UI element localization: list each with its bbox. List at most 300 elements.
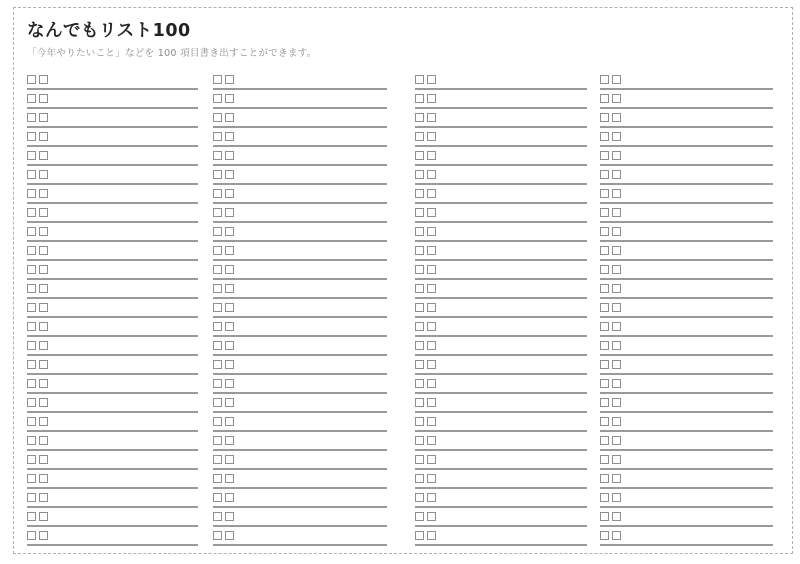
checkbox-icon — [225, 531, 234, 540]
checkbox-icon — [415, 417, 424, 426]
item-checkboxes — [415, 94, 587, 104]
item-writing-line — [600, 430, 773, 432]
checkbox-icon — [213, 436, 222, 445]
checkbox-icon — [39, 512, 48, 521]
list-item — [213, 417, 387, 436]
checkbox-icon — [600, 303, 609, 312]
item-checkboxes — [600, 455, 773, 465]
list-item — [600, 189, 773, 208]
checkbox-icon — [427, 208, 436, 217]
checkbox-icon — [415, 189, 424, 198]
item-writing-line — [600, 221, 773, 223]
item-writing-line — [600, 335, 773, 337]
item-checkboxes — [27, 132, 198, 142]
item-checkboxes — [415, 398, 587, 408]
checkbox-icon — [225, 417, 234, 426]
item-checkboxes — [213, 94, 387, 104]
item-checkboxes — [213, 208, 387, 218]
item-checkboxes — [415, 379, 587, 389]
checkbox-icon — [213, 379, 222, 388]
checkbox-icon — [213, 170, 222, 179]
item-writing-line — [213, 145, 387, 147]
checkbox-icon — [427, 398, 436, 407]
checkbox-icon — [39, 493, 48, 502]
item-writing-line — [213, 126, 387, 128]
list-item — [415, 417, 587, 436]
checkbox-icon — [27, 455, 36, 464]
checkbox-icon — [612, 75, 621, 84]
item-writing-line — [600, 164, 773, 166]
list-item — [213, 512, 387, 531]
item-checkboxes — [415, 531, 587, 541]
checkbox-icon — [415, 208, 424, 217]
checkbox-icon — [612, 151, 621, 160]
item-checkboxes — [600, 493, 773, 503]
list-item — [27, 303, 198, 322]
checkbox-icon — [39, 132, 48, 141]
checkbox-icon — [612, 189, 621, 198]
checkbox-icon — [225, 113, 234, 122]
item-checkboxes — [27, 227, 198, 237]
checkbox-icon — [427, 132, 436, 141]
item-writing-line — [27, 411, 198, 413]
list-item — [600, 75, 773, 94]
item-checkboxes — [27, 284, 198, 294]
checkbox-icon — [600, 322, 609, 331]
checkbox-icon — [225, 75, 234, 84]
item-checkboxes — [213, 474, 387, 484]
item-writing-line — [213, 487, 387, 489]
checkbox-icon — [27, 246, 36, 255]
item-writing-line — [213, 278, 387, 280]
checkbox-icon — [39, 94, 48, 103]
page-title: なんでもリスト100 — [27, 21, 191, 41]
checkbox-icon — [600, 227, 609, 236]
checkbox-icon — [213, 417, 222, 426]
checkbox-icon — [225, 436, 234, 445]
item-checkboxes — [213, 341, 387, 351]
list-item — [415, 265, 587, 284]
item-checkboxes — [27, 75, 198, 85]
list-item — [415, 474, 587, 493]
checkbox-icon — [225, 284, 234, 293]
list-item — [600, 493, 773, 512]
item-writing-line — [415, 430, 587, 432]
item-writing-line — [415, 221, 587, 223]
checkbox-icon — [612, 246, 621, 255]
checkbox-icon — [213, 227, 222, 236]
checkbox-icon — [213, 246, 222, 255]
checkbox-icon — [27, 284, 36, 293]
checkbox-icon — [427, 151, 436, 160]
checkbox-icon — [612, 379, 621, 388]
item-writing-line — [600, 145, 773, 147]
item-writing-line — [27, 487, 198, 489]
list-column — [27, 75, 198, 550]
item-writing-line — [415, 525, 587, 527]
list-item — [27, 417, 198, 436]
list-item — [415, 436, 587, 455]
item-writing-line — [213, 164, 387, 166]
list-item — [213, 303, 387, 322]
checkbox-icon — [427, 493, 436, 502]
checkbox-icon — [600, 113, 609, 122]
checkbox-icon — [39, 455, 48, 464]
item-checkboxes — [213, 75, 387, 85]
checkbox-icon — [415, 246, 424, 255]
item-checkboxes — [27, 417, 198, 427]
item-writing-line — [213, 107, 387, 109]
list-item — [27, 208, 198, 227]
item-checkboxes — [415, 341, 587, 351]
item-checkboxes — [415, 113, 587, 123]
checkbox-icon — [415, 94, 424, 103]
checkbox-icon — [213, 360, 222, 369]
checkbox-icon — [27, 265, 36, 274]
list-item — [213, 132, 387, 151]
list-item — [600, 474, 773, 493]
checkbox-icon — [39, 227, 48, 236]
item-checkboxes — [600, 436, 773, 446]
list-item — [27, 436, 198, 455]
item-writing-line — [415, 392, 587, 394]
item-writing-line — [415, 354, 587, 356]
item-checkboxes — [213, 227, 387, 237]
list-item — [415, 322, 587, 341]
checkbox-icon — [415, 322, 424, 331]
item-checkboxes — [27, 360, 198, 370]
list-item — [213, 246, 387, 265]
list-item — [27, 246, 198, 265]
item-writing-line — [415, 411, 587, 413]
checkbox-icon — [600, 246, 609, 255]
checkbox-icon — [39, 151, 48, 160]
item-writing-line — [600, 373, 773, 375]
list-item — [415, 341, 587, 360]
checkbox-icon — [213, 512, 222, 521]
item-checkboxes — [213, 379, 387, 389]
item-writing-line — [213, 430, 387, 432]
checkbox-icon — [39, 170, 48, 179]
list-item — [600, 360, 773, 379]
item-checkboxes — [600, 417, 773, 427]
checkbox-icon — [427, 531, 436, 540]
item-checkboxes — [27, 341, 198, 351]
item-checkboxes — [415, 75, 587, 85]
list-item — [415, 227, 587, 246]
item-writing-line — [415, 145, 587, 147]
list-column — [415, 75, 587, 550]
list-item — [600, 284, 773, 303]
item-writing-line — [213, 411, 387, 413]
item-checkboxes — [27, 303, 198, 313]
list-item — [27, 379, 198, 398]
list-item — [600, 322, 773, 341]
item-checkboxes — [415, 227, 587, 237]
checkbox-icon — [27, 512, 36, 521]
checkbox-icon — [427, 303, 436, 312]
checkbox-icon — [39, 474, 48, 483]
checkbox-icon — [612, 398, 621, 407]
item-checkboxes — [600, 512, 773, 522]
item-checkboxes — [600, 227, 773, 237]
item-writing-line — [600, 525, 773, 527]
list-item — [213, 341, 387, 360]
checkbox-icon — [415, 303, 424, 312]
item-checkboxes — [213, 246, 387, 256]
checkbox-icon — [600, 208, 609, 217]
list-item — [600, 436, 773, 455]
checkbox-icon — [39, 531, 48, 540]
item-checkboxes — [415, 303, 587, 313]
list-item — [27, 113, 198, 132]
item-checkboxes — [27, 322, 198, 332]
checkbox-icon — [600, 474, 609, 483]
checkbox-icon — [415, 531, 424, 540]
item-checkboxes — [27, 398, 198, 408]
item-checkboxes — [600, 360, 773, 370]
checkbox-icon — [415, 436, 424, 445]
item-writing-line — [213, 392, 387, 394]
list-item — [600, 170, 773, 189]
list-item — [415, 94, 587, 113]
checkbox-icon — [612, 170, 621, 179]
item-checkboxes — [213, 284, 387, 294]
list-item — [27, 531, 198, 550]
checkbox-icon — [600, 531, 609, 540]
list-column — [213, 75, 387, 550]
checkbox-icon — [600, 341, 609, 350]
list-item — [213, 94, 387, 113]
checkbox-icon — [27, 398, 36, 407]
item-writing-line — [600, 297, 773, 299]
item-writing-line — [600, 88, 773, 90]
checkbox-icon — [415, 170, 424, 179]
item-writing-line — [415, 240, 587, 242]
item-checkboxes — [415, 170, 587, 180]
item-checkboxes — [415, 493, 587, 503]
checkbox-icon — [39, 360, 48, 369]
list-item — [600, 246, 773, 265]
checkbox-icon — [415, 227, 424, 236]
checkbox-icon — [600, 379, 609, 388]
list-item — [600, 417, 773, 436]
item-writing-line — [27, 430, 198, 432]
checkbox-icon — [600, 151, 609, 160]
item-writing-line — [27, 392, 198, 394]
item-writing-line — [213, 354, 387, 356]
checkbox-icon — [415, 360, 424, 369]
item-checkboxes — [600, 132, 773, 142]
item-writing-line — [415, 259, 587, 261]
list-item — [600, 265, 773, 284]
list-item — [27, 227, 198, 246]
item-checkboxes — [213, 322, 387, 332]
item-checkboxes — [213, 417, 387, 427]
item-writing-line — [600, 183, 773, 185]
list-item — [415, 208, 587, 227]
checkbox-icon — [225, 94, 234, 103]
item-checkboxes — [600, 151, 773, 161]
checkbox-icon — [612, 322, 621, 331]
checkbox-icon — [612, 474, 621, 483]
item-checkboxes — [27, 512, 198, 522]
item-checkboxes — [213, 189, 387, 199]
checkbox-icon — [600, 436, 609, 445]
item-checkboxes — [213, 531, 387, 541]
item-checkboxes — [600, 398, 773, 408]
item-writing-line — [415, 487, 587, 489]
item-writing-line — [213, 221, 387, 223]
checkbox-icon — [225, 474, 234, 483]
list-item — [600, 132, 773, 151]
checkbox-icon — [225, 208, 234, 217]
list-item — [27, 94, 198, 113]
item-writing-line — [27, 259, 198, 261]
checkbox-icon — [27, 189, 36, 198]
list-item — [415, 303, 587, 322]
checkbox-icon — [415, 398, 424, 407]
item-writing-line — [27, 164, 198, 166]
checkbox-icon — [427, 436, 436, 445]
checkbox-icon — [27, 341, 36, 350]
checkbox-icon — [213, 265, 222, 274]
item-writing-line — [600, 506, 773, 508]
item-checkboxes — [213, 265, 387, 275]
item-checkboxes — [213, 360, 387, 370]
list-item — [600, 379, 773, 398]
list-item — [27, 493, 198, 512]
item-writing-line — [27, 221, 198, 223]
item-writing-line — [600, 107, 773, 109]
item-writing-line — [27, 468, 198, 470]
checkbox-icon — [612, 284, 621, 293]
checkbox-icon — [39, 341, 48, 350]
checkbox-icon — [600, 132, 609, 141]
item-checkboxes — [600, 322, 773, 332]
item-checkboxes — [600, 208, 773, 218]
checkbox-icon — [213, 208, 222, 217]
checkbox-icon — [213, 75, 222, 84]
item-writing-line — [213, 202, 387, 204]
checkbox-icon — [415, 474, 424, 483]
checkbox-icon — [427, 94, 436, 103]
checkbox-icon — [415, 265, 424, 274]
checkbox-icon — [612, 512, 621, 521]
list-item — [213, 531, 387, 550]
checkbox-icon — [415, 512, 424, 521]
list-item — [27, 151, 198, 170]
checkbox-icon — [213, 341, 222, 350]
item-checkboxes — [213, 455, 387, 465]
item-writing-line — [600, 259, 773, 261]
item-writing-line — [415, 335, 587, 337]
checkbox-icon — [427, 474, 436, 483]
list-item — [213, 455, 387, 474]
checkbox-icon — [427, 170, 436, 179]
checkbox-icon — [427, 189, 436, 198]
item-checkboxes — [600, 531, 773, 541]
checkbox-icon — [427, 113, 436, 122]
item-writing-line — [27, 297, 198, 299]
item-checkboxes — [27, 246, 198, 256]
item-checkboxes — [415, 322, 587, 332]
item-checkboxes — [213, 398, 387, 408]
list-item — [415, 75, 587, 94]
item-checkboxes — [415, 208, 587, 218]
item-checkboxes — [27, 455, 198, 465]
checkbox-icon — [225, 341, 234, 350]
item-writing-line — [415, 449, 587, 451]
item-checkboxes — [213, 303, 387, 313]
checkbox-icon — [415, 379, 424, 388]
checkbox-icon — [415, 75, 424, 84]
item-writing-line — [213, 468, 387, 470]
checkbox-icon — [225, 227, 234, 236]
checkbox-icon — [415, 284, 424, 293]
item-writing-line — [27, 107, 198, 109]
checkbox-icon — [213, 455, 222, 464]
list-item — [415, 246, 587, 265]
item-writing-line — [415, 544, 587, 546]
checkbox-icon — [27, 360, 36, 369]
checkbox-icon — [612, 132, 621, 141]
checkbox-icon — [27, 417, 36, 426]
checkbox-icon — [225, 132, 234, 141]
item-writing-line — [27, 449, 198, 451]
item-writing-line — [27, 202, 198, 204]
item-writing-line — [27, 240, 198, 242]
item-writing-line — [27, 88, 198, 90]
item-checkboxes — [600, 189, 773, 199]
checkbox-icon — [213, 189, 222, 198]
checkbox-icon — [213, 132, 222, 141]
item-writing-line — [27, 183, 198, 185]
item-checkboxes — [27, 189, 198, 199]
checkbox-icon — [612, 113, 621, 122]
checkbox-icon — [27, 170, 36, 179]
checkbox-icon — [39, 265, 48, 274]
list-item — [27, 455, 198, 474]
checkbox-icon — [39, 113, 48, 122]
item-checkboxes — [415, 512, 587, 522]
list-item — [415, 170, 587, 189]
list-item — [600, 341, 773, 360]
checkbox-icon — [39, 398, 48, 407]
item-checkboxes — [27, 113, 198, 123]
list-item — [27, 360, 198, 379]
list-item — [415, 493, 587, 512]
item-writing-line — [415, 373, 587, 375]
list-item — [27, 398, 198, 417]
item-writing-line — [600, 202, 773, 204]
list-item — [213, 189, 387, 208]
item-checkboxes — [213, 132, 387, 142]
item-writing-line — [415, 316, 587, 318]
item-writing-line — [415, 126, 587, 128]
checkbox-icon — [213, 113, 222, 122]
list-item — [213, 227, 387, 246]
checkbox-icon — [39, 284, 48, 293]
checkbox-icon — [27, 75, 36, 84]
item-checkboxes — [27, 170, 198, 180]
item-writing-line — [27, 525, 198, 527]
checkbox-icon — [427, 246, 436, 255]
checkbox-icon — [600, 94, 609, 103]
checkbox-icon — [39, 379, 48, 388]
checkbox-icon — [600, 455, 609, 464]
checkbox-icon — [225, 303, 234, 312]
